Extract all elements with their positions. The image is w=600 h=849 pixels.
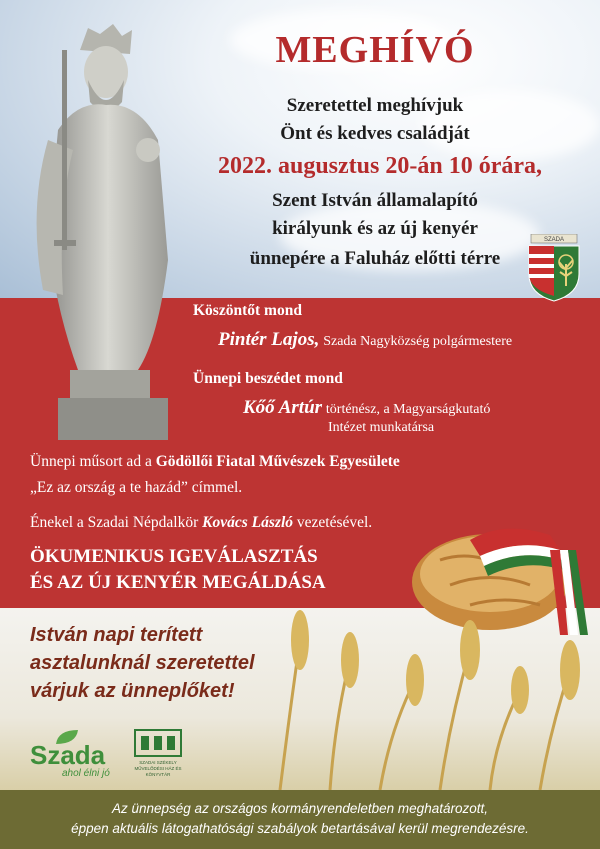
show-row xyxy=(30,453,400,471)
choir-row xyxy=(30,514,372,532)
choir-suffix: vezetésével. xyxy=(296,514,373,531)
szada-crest-icon xyxy=(525,234,583,302)
greet-heading: Köszöntőt mond xyxy=(193,302,302,319)
blessing-line-1: ÖKUMENIKUS IGEVÁLASZTÁS xyxy=(30,546,318,567)
invite-line-5: királyunk és az új kenyér xyxy=(272,218,478,239)
choir-leader: Kovács László xyxy=(202,514,293,531)
szada-logo xyxy=(30,728,120,783)
crest-label: SZADA xyxy=(543,237,565,243)
footer xyxy=(0,790,600,849)
speech-role-2: Intézet munkatársa xyxy=(328,420,435,435)
statue-image xyxy=(18,10,198,440)
footer-line-1: Az ünnepség az országos kormányrendeletben meghatározott, xyxy=(112,801,488,816)
wheat-image xyxy=(240,600,600,790)
invite-line-2: Önt és kedves családját xyxy=(280,123,470,144)
greet-role: Szada Nagyközség polgármestere xyxy=(323,334,513,349)
show-title: „Ez az ország a te hazád” címmel. xyxy=(30,479,243,496)
speech-role-1: történész, a Magyarságkutató xyxy=(325,402,491,417)
invite-line-4: Szent István államalapító xyxy=(272,190,478,211)
greet-name: Pintér Lajos, xyxy=(218,329,320,350)
speech-row xyxy=(243,397,490,419)
szada-logo-name: Szada xyxy=(30,740,106,770)
speech-name: Kőő Artúr xyxy=(243,397,323,418)
building-icon xyxy=(133,728,183,758)
blessing-line-2: ÉS AZ ÚJ KENYÉR MEGÁLDÁSA xyxy=(30,572,326,593)
closing-line-2: asztalunknál szeretettel xyxy=(30,652,255,674)
event-date: 2022. augusztus 20-án 10 órára, xyxy=(217,153,542,179)
greet-row xyxy=(218,329,512,351)
invite-line-6: ünnepére a Faluház előtti térre xyxy=(249,248,501,269)
szada-logo-tagline: ahol élni jó xyxy=(62,768,110,779)
invite-line-1: Szeretettel meghívjuk xyxy=(286,95,464,116)
page-title: MEGHÍVÓ xyxy=(275,29,475,71)
choir-prefix: Énekel a Szadai Népdalkör xyxy=(30,514,199,531)
closing-line-3: várjuk az ünneplőket! xyxy=(30,680,235,702)
show-prefix: Ünnepi műsort ad a xyxy=(30,453,152,470)
cultural-house-logo xyxy=(133,728,183,786)
show-group: Gödöllői Fiatal Művészek Egyesülete xyxy=(155,453,400,470)
speech-heading: Ünnepi beszédet mond xyxy=(193,370,343,387)
footer-line-2: éppen aktuális látogathatósági szabályok betartásával kerül megrendezésre. xyxy=(71,821,529,836)
cultural-house-text: SZADAI SZÉKELY MŰVELŐDÉSI HÁZ ÉS KÖNYVTÁR xyxy=(134,760,182,777)
closing-line-1: István napi terített xyxy=(30,624,203,646)
